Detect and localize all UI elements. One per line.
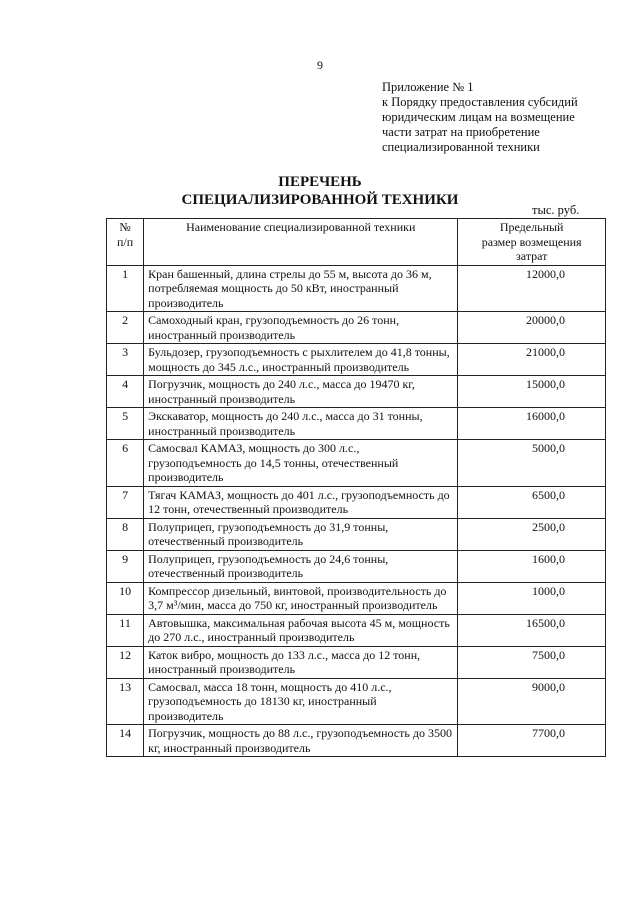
row-amount: 16500,0 [458,614,606,646]
row-name: Самосвал, масса 18 тонн, мощность до 410 л.с., грузоподъемность до 18130 кг, иностранный производитель [144,678,458,725]
row-number: 13 [107,678,144,725]
header-name: Наименование специализированной техники [144,219,458,266]
row-amount: 7700,0 [458,725,606,757]
row-number: 9 [107,550,144,582]
row-name: Экскаватор, мощность до 240 л.с., масса до 31 тонны, иностранный производитель [144,408,458,440]
row-name: Тягач КАМАЗ, мощность до 401 л.с., грузоподъемность до 12 тонн, отечественный производитель [144,486,458,518]
row-amount: 15000,0 [458,376,606,408]
header-number-line: № [119,220,131,234]
row-number: 12 [107,646,144,678]
table-row [107,614,606,646]
units-label: тыс. руб. [532,203,580,217]
table-row [107,312,606,344]
appendix-line: юридическим лицам на возмещение [382,110,575,124]
title-line: ПЕРЕЧЕНЬ [278,174,362,190]
row-number: 11 [107,614,144,646]
table-row [107,486,606,518]
row-number: 1 [107,265,144,312]
appendix-line: Приложение № 1 [382,80,474,94]
page-number: 9 [317,58,323,72]
row-number: 4 [107,376,144,408]
row-amount: 20000,0 [458,312,606,344]
table-row [107,408,606,440]
row-number: 3 [107,344,144,376]
header-number-line: п/п [116,234,134,249]
row-amount: 7500,0 [458,646,606,678]
table-row [107,725,606,757]
row-name: Компрессор дизельный, винтовой, производительность до 3,7 м³/мин, масса до 750 кг, иностранный производитель [144,582,458,614]
header-amount-line: размер возмещения [481,234,582,249]
row-amount: 9000,0 [458,678,606,725]
appendix-block [382,80,622,155]
table-header-row [107,219,606,266]
row-name: Полуприцеп, грузоподъемность до 31,9 тонны, отечественный производитель [144,518,458,550]
row-number: 10 [107,582,144,614]
row-name: Самосвал КАМАЗ, мощность до 300 л.с., грузоподъемность до 14,5 тонны, отечественный производитель [144,440,458,487]
header-amount [458,219,606,266]
table-row [107,550,606,582]
row-amount: 5000,0 [458,440,606,487]
table-row [107,582,606,614]
row-name: Полуприцеп, грузоподъемность до 24,6 тонны, отечественный производитель [144,550,458,582]
appendix-line: специализированной техники [382,140,540,154]
row-number: 7 [107,486,144,518]
header-amount-line: затрат [515,249,548,263]
row-amount: 1600,0 [458,550,606,582]
row-name: Кран башенный, длина стрелы до 55 м, высота до 36 м, потребляемая мощность до 50 кВт, иностранный производитель [144,265,458,312]
row-number: 8 [107,518,144,550]
table-row [107,518,606,550]
row-amount: 6500,0 [458,486,606,518]
row-name: Каток вибро, мощность до 133 л.с., масса до 12 тонн, иностранный производитель [144,646,458,678]
row-amount: 16000,0 [458,408,606,440]
row-amount: 21000,0 [458,344,606,376]
table-row [107,678,606,725]
table-row [107,440,606,487]
row-name: Самоходный кран, грузоподъемность до 26 тонн, иностранный производитель [144,312,458,344]
header-amount-line: Предельный [499,220,564,234]
equipment-table [106,218,606,757]
row-name: Бульдозер, грузоподъемность с рыхлителем до 41,8 тонны, мощность до 345 л.с., иностранный производитель [144,344,458,376]
row-name: Автовышка, максимальная рабочая высота 45 м, мощность до 270 л.с., иностранный производитель [144,614,458,646]
row-number: 5 [107,408,144,440]
header-number [107,219,144,266]
appendix-line: к Порядку предоставления субсидий [382,95,578,109]
row-amount: 12000,0 [458,265,606,312]
row-number: 6 [107,440,144,487]
row-name: Погрузчик, мощность до 88 л.с., грузоподъемность до 3500 кг, иностранный производитель [144,725,458,757]
row-name: Погрузчик, мощность до 240 л.с., масса до 19470 кг, иностранный производитель [144,376,458,408]
table-row [107,646,606,678]
row-amount: 1000,0 [458,582,606,614]
row-number: 2 [107,312,144,344]
appendix-line: части затрат на приобретение [382,125,540,139]
row-number: 14 [107,725,144,757]
table-row [107,265,606,312]
title-line: СПЕЦИАЛИЗИРОВАННОЙ ТЕХНИКИ [181,192,459,208]
table-row [107,344,606,376]
row-amount: 2500,0 [458,518,606,550]
table-row [107,376,606,408]
